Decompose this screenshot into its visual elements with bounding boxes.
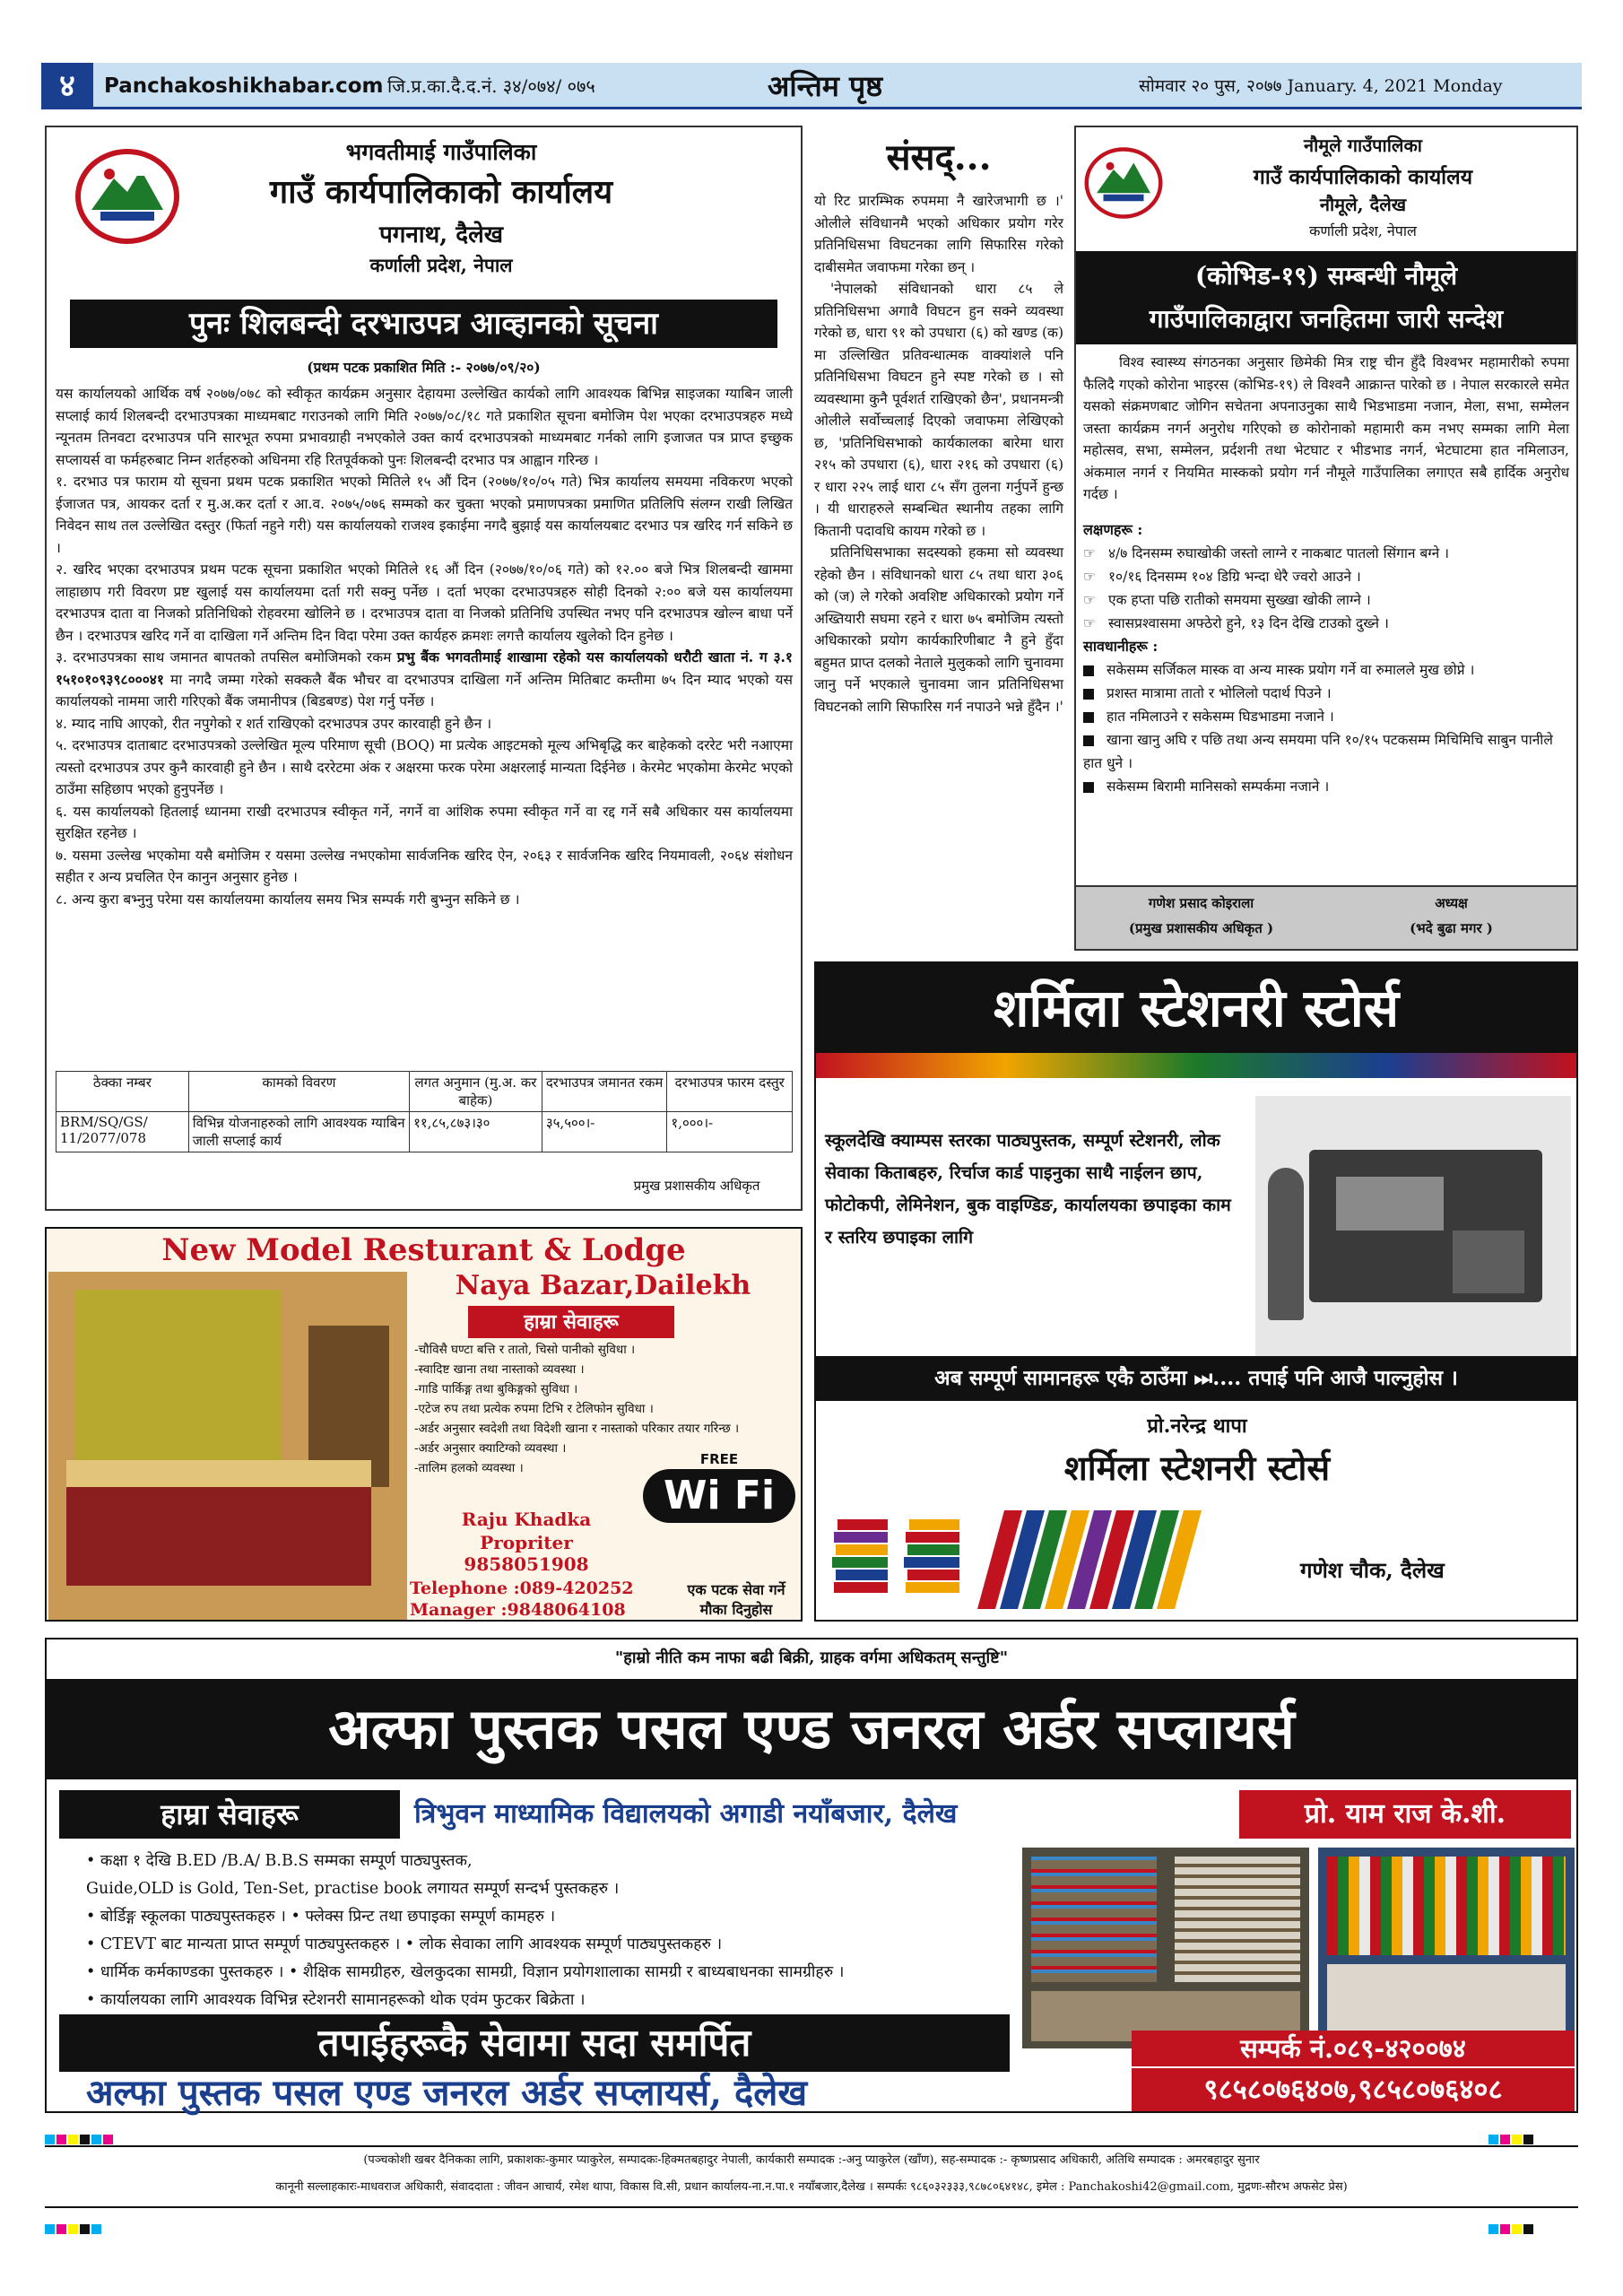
- signer-1-name: गणेश प्रसाद कोइराला: [1148, 895, 1254, 911]
- col-guarantee: दरभाउपत्र जमानत रकम: [542, 1072, 667, 1112]
- col-form-fee: दरभाउपत्र फारम दस्तुर: [667, 1072, 793, 1112]
- office-place: नौमूले, दैलेख: [1319, 194, 1407, 215]
- footer-line-1: (पञ्चकोशी खबर दैनिकका लागि, प्रकाशकः-कुमार प्याकुरेल, सम्पादकः-हिक्मतबहादुर नेपाली, कार्यकारी सम्पादक :-अनु प्याकुरेल (खाँण), सह-सम्पादक :- कृष्णप्रसाद अधिकारी, अतिथि सम्पादक : अमरबहादुर सुनार: [363, 2153, 1260, 2167]
- list-item: [1083, 705, 1569, 728]
- list-item: • धार्मिक कर्मकाण्डका पुस्तकहरु । • शैक्षिक सामग्रीहरु, खेलकुदका सामग्री, विज्ञान प्रयोगशालाका सामग्री र बाध्यबाधनका सामग्रीहरु ।: [86, 1963, 845, 1981]
- store-services: स्कूलदेखि क्याम्पस स्तरका पाठ्यपुस्तक, सम्पूर्ण स्टेशनरी, लोक सेवाका किताबहरु, रिर्चाज कार्ड पाइनुका साथै नाईलन छाप, फोटोकपी, लेमिनेशन, बुक वाइण्डिङ, कार्यालयका छपाइका काम र स्तरिय छपाइका लागि: [825, 1130, 1231, 1248]
- cta-line-2: मौका दिनुहोस: [699, 1601, 773, 1618]
- bhagawati-notice: [45, 126, 803, 1211]
- restaurant-cta: [674, 1580, 798, 1620]
- symptom-text: स्वासप्रश्वासमा अफ्ठेरो हुने, १३ दिन देखि टाउको दुख्ने ।: [1108, 614, 1389, 631]
- store-proprietor: प्रो.नरेन्द्र थापा: [1147, 1414, 1247, 1438]
- alpha-title: अल्फा पुस्तक पसल एण्ड जनरल अर्डर सप्लायर्स: [47, 1679, 1576, 1779]
- cta-line-1: एक पटक सेवा गर्ने: [687, 1581, 785, 1598]
- color-registration-marks: [1488, 2221, 1578, 2231]
- notice-clause-8: ८. अन्य कुरा बभ्नुनु परेमा यस कार्यालयमा कार्यालय समय भित्र सम्पर्क गरी बुभ्नुन सकिने छ ।: [56, 891, 520, 908]
- store-title-2: शर्मिला स्टेशनरी स्टोर्स: [1063, 1448, 1331, 1488]
- registration-number: जि.प्र.का.दै.द.नं. ३४/०७४/ ०७५: [387, 75, 595, 97]
- list-item: -स्वादिष्ट खाना तथा नास्ताको व्यवस्था ।: [414, 1362, 585, 1377]
- cell-contract-no: BRM/SQ/GS/ 11/2077/078: [56, 1112, 189, 1152]
- issue-date: सोमवार २० पुस, २०७७ January. 4, 2021 Monday: [1139, 76, 1503, 96]
- alpha-motto: "हाम्रो नीति कम नाफा बढी बिक्री, ग्राहक वर्गमा अधिकतम् सन्तुष्टि": [614, 1648, 1009, 1667]
- decor-band: [816, 1053, 1576, 1078]
- hand-pointer-icon: ☞: [1083, 544, 1096, 561]
- list-item: -गाडि पार्किङ्ग तथा बुकिङ्गको सुविधा ।: [414, 1382, 578, 1396]
- bank-account: प्रभु बैंक भगवतीमाई शाखामा रहेको यस कार्यालयको धरौटी खाता नं. ग ३.१ १५१०१०९३९८०००४१: [56, 648, 793, 688]
- signer-2-role: (भदे बुढा मगर ): [1410, 920, 1493, 936]
- restaurant-location: Naya Bazar,Dailekh: [455, 1270, 751, 1301]
- list-item: [1083, 588, 1569, 612]
- signer-2-name: अध्यक्ष: [1435, 895, 1468, 911]
- article-para-1: यो रिट प्रारम्भिक रुपममा नै खारेजभागी छ ।' ओलीले संविधानमै भएको अधिकार प्रयोग गरेर प्रतिनिधिसभा विघटनका लागि सिफारिस गरेको दाबीसमेत जवाफमा गरेका छन् ।: [814, 193, 1063, 275]
- cell-guarantee: ३५,५००।-: [542, 1112, 667, 1152]
- list-item: [1083, 728, 1569, 775]
- list-item: [1083, 542, 1569, 565]
- alpha-ad: [45, 1638, 1578, 2113]
- books-icon: [825, 1492, 1237, 1618]
- list-item: [1083, 682, 1569, 705]
- signature-role: प्रमुख प्रशासकीय अधिकृत: [633, 1178, 760, 1194]
- alpha-services-label: हाम्रा सेवाहरू: [59, 1790, 400, 1839]
- list-item: [1083, 612, 1569, 635]
- office-province: कर्णाली प्रदेश, नेपाल: [1309, 222, 1417, 239]
- hand-pointer-icon: ☞: [1083, 591, 1096, 608]
- symptoms-label: लक्षणहरू :: [1083, 520, 1143, 538]
- alpha-services: [86, 1848, 1037, 2014]
- precaution-text: हात नमिलाउने र सकेसम्म घिडभाडमा नजाने ।: [1107, 708, 1334, 725]
- shop-photo-1: [1022, 1848, 1309, 2048]
- col-contract-no: ठेक्का नम्बर: [56, 1072, 189, 1112]
- office-title: गाउँ कार्यपालिकाको कार्यालय: [269, 173, 613, 211]
- section-title: अन्तिम पृष्ठ: [767, 69, 883, 103]
- list-item: Guide,OLD is Gold, Ten-Set, practise book लगायत सम्पूर्ण सन्दर्भ पुस्तकहरु ।: [86, 1880, 620, 1898]
- symptom-text: ४/७ दिनसम्म रुघाखोकी जस्तो लाग्ने र नाकबाट पातलो सिंगान बग्ने ।: [1108, 544, 1449, 561]
- notice-intro: यस कार्यालयको आर्थिक वर्ष २०७७/०७८ को स्वीकृत कार्यक्रम अनुसार देहायमा उल्लेखित कार्यको लागि आवश्यक बिभिन्न साइजका ग्याबिन जाली सप्लाई कार्य शिलबन्दी दरभाउपत्रका माध्यमबाट गराउनको लागि मिति २०७७/०८/१८ गते प्रकाशित सूचना बमोजिम पेश भएका दरभाउपत्रहरु मध्ये न्यूनतम तिनवटा दरभाउपत्र पनि सारभूत रुपमा प्रभावग्राही नभएकोले उक्त कार्य दरभाउपत्रको माध्यमबाट गर्नको लागि इजाजत पत्र प्राप्त इच्छुक सप्लायर्स वा फर्महरुबाट निम्न शर्तहरुको अधिनमा रहि रितपूर्वकको पुनः शिलबन्दी दरभाउ पत्र आह्वान गरिन्छ ।: [56, 386, 793, 468]
- wifi-icon: Wi Fi: [643, 1469, 795, 1523]
- precaution-text: खाना खानु अघि र पछि तथा अन्य समयमा पनि १०/१५ पटकसम्म मिचिमिचि साबुन पानीले हात धुने ।: [1083, 731, 1553, 771]
- covid-banner: [1076, 251, 1576, 344]
- owner-role: Propriter: [480, 1532, 573, 1553]
- office-name: नौमूले गाउँपालिका: [1304, 135, 1422, 156]
- list-item: [1083, 775, 1569, 798]
- alpha-footer-name: अल्फा पुस्तक पसल एण्ड जनरल अर्डर सप्लायर्स, दैलेख: [86, 2072, 808, 2114]
- cell-form-fee: १,०००।-: [667, 1112, 793, 1152]
- hand-pointer-icon: ☞: [1083, 568, 1096, 585]
- page-number: ४: [41, 63, 93, 109]
- notice-clause-4: ४. म्याद नाघि आएको, रीत नपुगेको र शर्त राखिएको दरभाउपत्र उपर कारवाही हुने छैन ।: [56, 715, 492, 732]
- clause-3-start: ३. दरभाउपत्रका साथ जमानत बापतको तपसिल बमोजिमको रकम: [56, 649, 392, 665]
- publisher-footer: [45, 2145, 1578, 2208]
- notice-clause-5: ५. दरभाउपत्र दाताबाट दरभाउपत्रको उल्लेखित मूल्य परिमाण सूची (BOQ) मा प्रत्येक आइटमको मूल्य अभिबृद्धि कर बाहेकको दररेट भरी नआएमा त्यस्तो दरभाउपत्र उपर कुनै कारवाही हुने छैन । साथै दररेटमा अंक र अक्षरमा फरक परेमा अक्षरलाई मान्यता दिईनेछ । केरमेट भएकोमा केरमेट भएको ठाउँमा सहिछाप भएको हुनुपर्नेछ ।: [56, 737, 793, 797]
- square-bullet-icon: [1083, 782, 1094, 793]
- owner-phone: 9858051908: [464, 1553, 589, 1575]
- article-para-2: 'नेपालको संविधानको धारा ८५ ले प्रतिनिधिसभा अगावै विघटन हुन सक्ने व्यवस्था गरेको छ, धारा ९१ को उपधारा (६) को खण्ड (क) मा उल्लिखित प्रतिवन्धात्मक वाक्यांशले पनि प्रतिनिधिसभा विघटन हुने स्पष्ट गरेको छ । सो व्यवस्थामा कुनै पूर्वशर्त राखिएको छैन', प्रधानमन्त्री ओलीले सर्वोच्चलाई दिएको जवाफमा लेखिएको छ, 'प्रतिनिधिसभाको कार्यकालका बारेमा धारा २१५ को उपधारा (६), धारा २१६ को उपधारा (६) र धारा २२५ लाई धारा ८५ सँग तुलना गर्नुपर्ने हुन्छ । यी धाराहरुले सम्बन्धित स्थानीय तहका लागि कितानी पदावधि कायम गरेको छ ।: [814, 281, 1063, 539]
- list-item: [1083, 658, 1569, 682]
- published-date: (प्रथम पटक प्रकाशित मिति :- २०७७/०९/२०): [307, 359, 541, 376]
- precaution-text: सकेसम्म बिरामी मानिसको सम्पर्कमा नजाने ।: [1107, 778, 1330, 795]
- color-registration-marks: [45, 2131, 224, 2142]
- office-title: गाउँ कार्यपालिकाको कार्यालय: [1253, 165, 1473, 189]
- nepal-emblem-icon: [1083, 145, 1164, 221]
- store-slogan: अब सम्पूर्ण सामानहरू एकै ठाउँमा ⏭.... तपाई पनि आजै पाल्नुहोस ।: [816, 1356, 1576, 1401]
- table-row: [56, 1112, 793, 1152]
- owner-name: Raju Khadka: [461, 1509, 592, 1530]
- color-registration-marks: [45, 2221, 224, 2231]
- color-registration-marks: [1488, 2131, 1578, 2142]
- services-title: हाम्रा सेवाहरू: [468, 1306, 674, 1338]
- cell-description: विभिन्न योजनाहरुको लागि आवश्यक ग्याबिन जाली सप्लाई कार्य: [188, 1112, 409, 1152]
- naumule-notice: [1074, 126, 1578, 951]
- banner-line-2: गाउँपालिकाद्वारा जनहितमा जारी सन्देश: [1149, 304, 1504, 334]
- telephone: Telephone :089-420252: [410, 1578, 634, 1598]
- notice-clause-1: १. दरभाउ पत्र फाराम यो सूचना प्रथम पटक प्रकाशित भएको मितिले १५ औं दिन (२०७७/१०/०५ गते) भित्र कार्यालय समयमा नविकरण भएको ईजाजत पत्र, आयकर दर्ता र मु.अ.कर दर्ता र आ.व. २०७५/०७६ सम्मको कर चुक्ता भएको प्रमाणपत्रका प्रमाणित प्रतिलिपि संलग्न राखी लिखित निवेदन साथ तल उल्लेखित दस्तुर (फिर्ता नहुने गरी) यस कार्यालयको राजश्व इकाईमा नगदै बुझाई यस कार्यालयबाट दरभाउ पत्र खरिद गर्न सकिने छ ।: [56, 474, 793, 556]
- precaution-text: प्रशस्त मात्रामा तातो र भोलिलो पदार्थ पिउने ।: [1107, 684, 1332, 701]
- symptom-text: १०/१६ दिनसम्म १०४ डिग्रि भन्दा धेरै ज्वरो आउने ।: [1108, 568, 1361, 585]
- list-item: • CTEVT बाट मान्यता प्राप्त सम्पूर्ण पाठ्यपुस्तकहरु । • लोक सेवाका लागि आवश्यक सम्पूर्ण पाठ्यपुस्तकहरु ।: [86, 1935, 723, 1953]
- list-item: • बोर्डिङ्ग स्कूलका पाठ्यपुस्तकहरु । • फ्लेक्स प्रिन्ट तथा छपाइका सम्पूर्ण कामहरु ।: [86, 1908, 556, 1926]
- list-item: -अर्डर अनुसार स्वदेशी तथा विदेशी खाना र नास्ताको परिकार तयार गरिन्छ ।: [414, 1422, 740, 1436]
- list-item: • कक्षा १ देखि B.ED /B.A/ B.B.S सम्मका सम्पूर्ण पाठ्यपुस्तक,: [86, 1852, 473, 1870]
- article-title: संसद्...: [886, 136, 992, 178]
- office-place: पगनाथ, दैलेख: [379, 222, 503, 248]
- list-item: [1083, 565, 1569, 588]
- bedroom-photo: [48, 1272, 407, 1620]
- banner-line-1: (कोभिड-१९) सम्बन्धी नौमूले: [1194, 261, 1458, 291]
- precaution-text: सकेसम्म सर्जिकल मास्क वा अन्य मास्क प्रयोग गर्ने वा रुमालले मुख छोप्ने ।: [1107, 661, 1475, 678]
- clause-3-end: मा नगदै जम्मा गरेको सक्कलै बैंक भौचर वा दरभाउपत्र दाखिला गर्ने अन्तिम मितिबाट कम्तीमा ७५ दिन म्याद भएको यस कार्यालयको नाममा जारी गरिएको बैंक जमानीपत्र (बिडबण्ड) पेश गर्नु पर्नेछ ।: [56, 671, 793, 709]
- restaurant-name: New Model Resturant & Lodge: [161, 1232, 686, 1268]
- list-item: -चौविसै घण्टा बत्ति र तातो, चिसो पानीको सुविधा ।: [414, 1343, 636, 1357]
- notice-clause-6: ६. यस कार्यालयको हितलाई ध्यानमा राखी दरभाउपत्र स्वीकृत गर्ने, नगर्ने वा आंशिक रुपमा स्वीकृत गर्ने वा रद्द गर्ने सबै अधिकार यस कार्यालयमा सुरक्षित रहनेछ ।: [56, 803, 793, 841]
- list-item: -तालिम हलको व्यवस्था ।: [414, 1461, 524, 1475]
- square-bullet-icon: [1083, 665, 1094, 676]
- notice-body: [56, 383, 793, 910]
- cell-estimate: ११,८५,८७३।३०: [410, 1112, 542, 1152]
- printing-press-image: [1255, 1096, 1571, 1356]
- covid-intro: विश्व स्वास्थ्य संगठनका अनुसार छिमेकी मित्र राष्ट्र चीन हुँदै विश्वभर महामारीको रुपमा फैलिदै गएको कोरोना भाइरस (कोभिड-१९) ले विश्वनै आक्रान्त पारेको छ । नेपाल सरकारले समेत यसको संक्रमणबाट जोगिन सचेतना अपनाउनुका साथै भिडभाडमा नजान, मेला, सभा, सम्मेलन जस्ता कार्यक्रम नगर्न अनुरोध गरिएको छ कोरोनाको महामारी कम नभए सम्मका लागि मेला महोत्सव, सभा, सम्मेलन, प्रर्दशनी तथा भेटघाट र भीडभाड नगर्न, भेटघाटमा हात नमिलाउन, अंकमाल नगर्न र नियमित मास्कको प्रयोग गर्न नौमूले गाउँपालिका लगाएत सबै हार्दिक अनुरोध गर्दछ ।: [1083, 354, 1569, 502]
- restaurant-ad: [45, 1227, 803, 1622]
- notice-title: पुनः शिलबन्दी दरभाउपत्र आव्हानको सूचना: [70, 300, 777, 348]
- list-item: -अर्डर अनुसार क्याटिग्को व्यवस्था ।: [414, 1441, 567, 1456]
- site-name: Panchakoshikhabar.com: [104, 74, 384, 98]
- shop-photo-2: [1318, 1848, 1575, 2048]
- col-estimate: लगत अनुमान (मु.अ. कर बाहेक): [410, 1072, 542, 1112]
- signer-1-role: (प्रमुख प्रशासकीय अधिकृत ): [1128, 920, 1274, 936]
- alpha-contact-1: सम्पर्क नं.०८९-४२००७४: [1132, 2031, 1575, 2066]
- sansad-article: [814, 126, 1063, 951]
- alpha-dedication: तपाईहरूकै सेवामा सदा समर्पित: [59, 2014, 1010, 2072]
- store-title: शर्मिला स्टेशनरी स्टोर्स: [816, 963, 1576, 1053]
- wifi-free-label: FREE: [699, 1451, 739, 1467]
- notice-clause-3: [56, 647, 793, 713]
- sharmila-ad: [814, 961, 1578, 1622]
- office-name: भगवतीमाई गाउँपालिका: [345, 139, 537, 165]
- alpha-location: त्रिभुवन माध्यामिक विद्यालयको अगाडी नयाँबजार, दैलेख: [414, 1798, 958, 1830]
- list-item: -एटेज रुप तथा प्रत्येक रुपमा टिभि र टेलिफोन सुविधा ।: [414, 1402, 654, 1416]
- list-item: • कार्यालयका लागि आवश्यक विभिन्न स्टेशनरी सामानहरूको थोक एवंम फुटकर बिक्रेता ।: [86, 1991, 586, 2009]
- footer-line-2: कानूनी सल्लाहकारः-माधवराज अधिकारी, संवाददाता : जीवन आचार्य, रमेश थापा, विकास वि.सी, प्रधान कार्यालय-ना.न.पा.१ नयाँबजार,दैलेख । सम्पर्कः ९८६०३२३३३,९८७८०६४१४८, इमेल : Panchakoshi42@gmail.com, मुद्रणः-सौरभ अफसेट प्रेस): [275, 2180, 1348, 2194]
- nepal-emblem-icon: [74, 147, 181, 246]
- square-bullet-icon: [1083, 689, 1094, 700]
- square-bullet-icon: [1083, 735, 1094, 746]
- manager-phone: Manager :9848064108: [410, 1600, 626, 1620]
- signature-bar: [1076, 885, 1576, 949]
- col-description: कामको विवरण: [188, 1072, 409, 1112]
- article-para-3: प्रतिनिधिसभाका सदस्यको हकमा सो व्यवस्था रहेको छैन । संविधानको धारा ८५ तथा धारा ३०६ को (ज) ले गरेको अवशिष्ट अधिकारको प्रयोग गर्ने अख्तियारी सघमा रहने र धारा ७५ बमोजिम त्यस्तो अधिकारको प्रयोग कार्यकारिणीबाट नै हुने हुँदा बहुमत प्राप्त दलको नेताले मुलुकको लागि चुनावमा जानु पर्ने भएकाले चुनावमा जान प्रतिनिधिसभा विघटनको लागि सिफारिस गर्न नपाउने भन्ने हुँदैन ।': [814, 544, 1063, 715]
- symptom-text: एक हप्ता पछि रातीको समयमा सुख्खा खोकी लाग्ने ।: [1108, 591, 1371, 608]
- naumule-body: [1083, 352, 1569, 798]
- notice-clause-2: २. खरिद भएका दरभाउपत्र प्रथम पटक सूचना प्रकाशित भएको मितिले १६ औं दिन (२०७७/१०/०६ गते) को १२.०० बजे भित्र शिलबन्दी खाममा लाहाछाप गरी विवरण प्रष्ट खुलाई यस कार्यालयमा दर्ता गरी सक्नु पर्नेछ । दर्ता भएका दरभाउपत्रहरु सोही दिनको २:०० बजे यस कार्यालयमा दरभाउपत्र दाता वा निजको प्रतिनिधिको रोहवरमा खोलिने छ । दरभाउपत्र दाता वा निजको प्रतिनिधि उपस्थित नभए पनि दरभाउपत्र खोल्न बाधा पर्ने छैन । दरभाउपत्र खरिद गर्ने वा दाखिला गर्ने अन्तिम दिन विदा परेमा उक्त कार्यहरु क्रमशः लगत्तै कार्यालय खुलेको दिन हुनेछ ।: [56, 561, 793, 644]
- notice-clause-7: ७. यसमा उल्लेख भएकोमा यसै बमोजिम र यसमा उल्लेख नभएकोमा सार्वजनिक खरिद ऐन, २०६३ र सार्वजनिक खरिद नियमावली, २०६४ संशोधन सहीत र अन्य प्रचलित ऐन कानुन अनुसार हुनेछ ।: [56, 847, 793, 885]
- office-province: कर्णाली प्रदेश, नेपाल: [369, 254, 513, 276]
- precautions-label: सावधानीहरू :: [1083, 637, 1159, 655]
- square-bullet-icon: [1083, 712, 1094, 723]
- store-address: गणेश चौक, दैलेख: [1300, 1557, 1445, 1583]
- wifi-badge: [643, 1451, 795, 1550]
- alpha-contact-2: ९८५८०७६४०७,९८५८०७६४०८: [1132, 2068, 1575, 2111]
- hand-pointer-icon: ☞: [1083, 614, 1096, 631]
- tender-table: [56, 1071, 793, 1152]
- alpha-proprietor: प्रो. याम राज के.शी.: [1239, 1790, 1571, 1839]
